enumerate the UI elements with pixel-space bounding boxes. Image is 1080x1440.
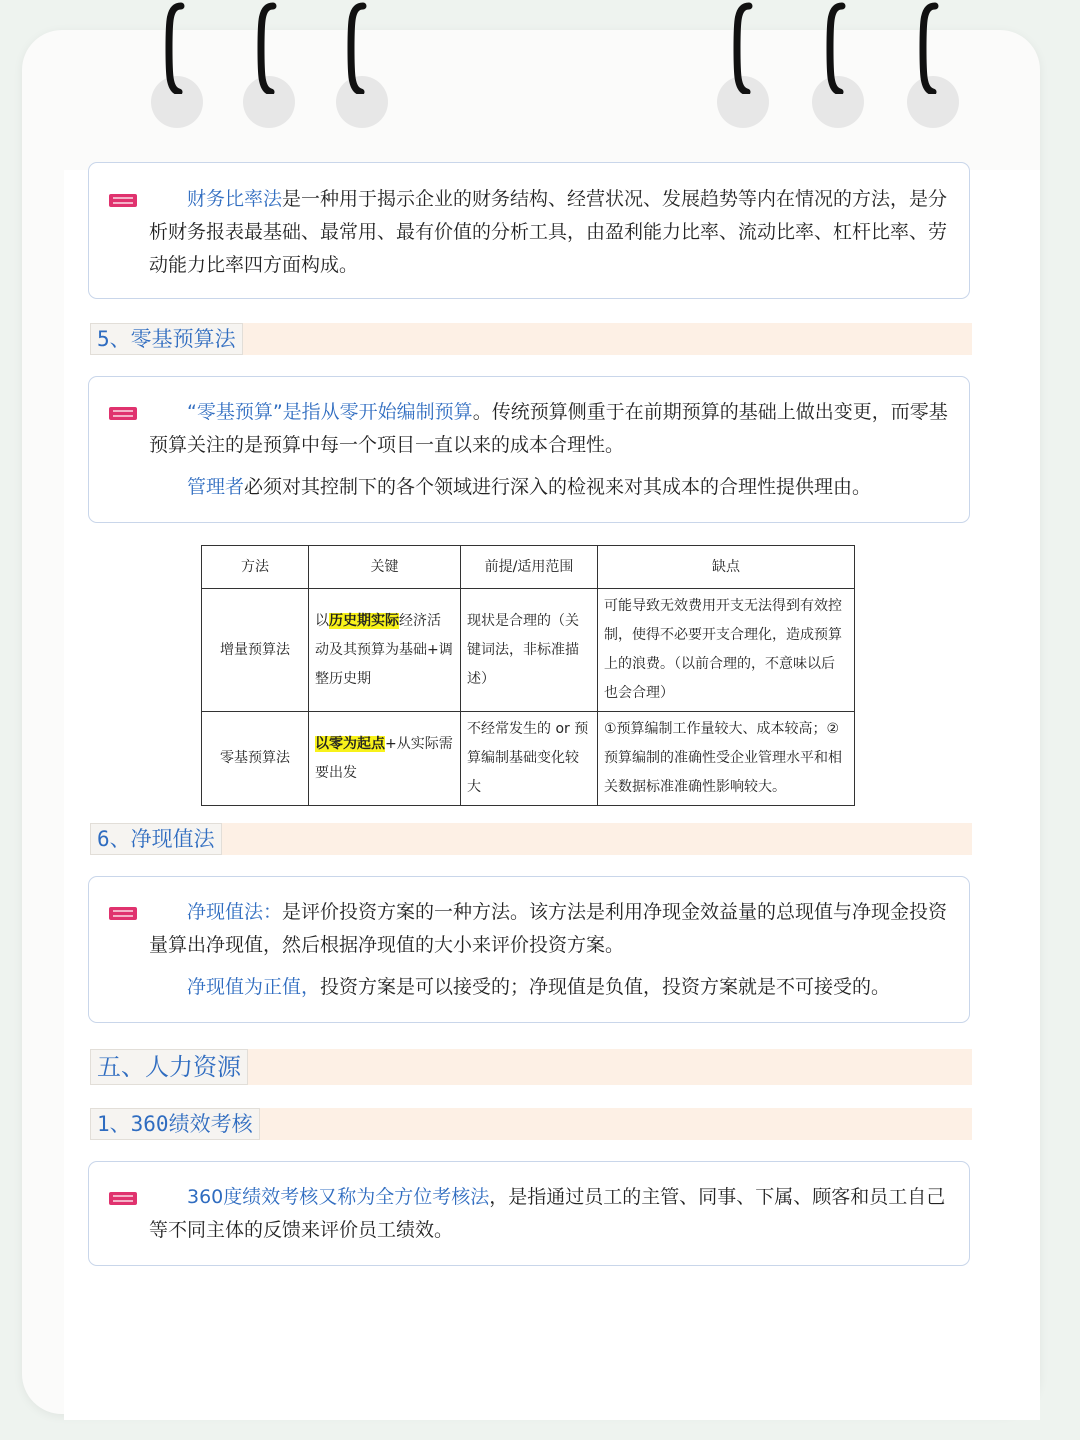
table-header: 缺点: [598, 546, 855, 589]
table-cell-scope: 不经常发生的 or 预算编制基础变化较大: [461, 712, 598, 806]
term-financial-ratio: 财务比率法: [187, 188, 283, 210]
card-paragraph: [149, 971, 949, 1004]
binder-ring-icon: [165, 2, 185, 94]
table-cell-scope: 现状是合理的（关键词法，非标准描述）: [461, 589, 598, 712]
binder-ring-icon: [347, 2, 367, 94]
table-row: [202, 589, 855, 712]
table-cell-key: [309, 589, 461, 712]
definition-card-financial-ratio: [88, 162, 970, 299]
ticket-icon: [109, 194, 137, 207]
card-paragraph: [149, 896, 949, 962]
binder-ring-icon: [919, 2, 939, 94]
ticket-icon: [109, 407, 137, 420]
binder-ring-icon: [257, 2, 277, 94]
cell-text: +从实际需要出发: [315, 735, 453, 781]
binder-ring-icon: [733, 2, 753, 94]
section-heading-band: [90, 823, 972, 855]
term-definition: 必须对其控制下的各个领域进行深入的检视来对其成本的合理性提供理由。: [244, 476, 872, 498]
budget-comparison-table: [201, 545, 855, 806]
table-cell-cons: 可能导致无效费用开支无法得到有效控制，使得不必要开支合理化，造成预算上的浪费。（以前合理的，不意味以后也会合理）: [598, 589, 855, 712]
term-definition: 。传统预算侧重于在前期预算的基础上做出变更，而零基预算关注的是预算中每一个项目一直以来的成本合理性。: [149, 401, 948, 456]
chapter-heading-hr: 五、人力资源: [90, 1049, 248, 1085]
definition-card-zero-based: [88, 376, 970, 523]
highlighted-text: 以零为起点: [315, 735, 385, 752]
term-manager: 管理者: [187, 476, 245, 498]
ticket-icon: [109, 907, 137, 920]
term-npv-positive: 净现值为正值，: [187, 976, 321, 998]
table-cell-method: 零基预算法: [202, 712, 309, 806]
ticket-icon: [109, 1192, 137, 1205]
binder-ring-icon: [826, 2, 846, 94]
term-definition: 投资方案是可以接受的；净现值是负值，投资方案就是不可接受的。: [320, 976, 891, 998]
table-cell-key: [309, 712, 461, 806]
table-row: [202, 712, 855, 806]
term-360-review: 360度绩效考核又称为全方位考核法: [187, 1186, 490, 1208]
table-header: 关键: [309, 546, 461, 589]
term-zero-based-budget: “零基预算”是指从零开始编制预算: [187, 401, 473, 423]
section-heading-npv: 6、净现值法: [90, 823, 222, 855]
highlighted-text: 历史期实际: [329, 612, 399, 629]
table-header-row: [202, 546, 855, 589]
definition-card-360: [88, 1161, 970, 1266]
table-cell-cons: ①预算编制工作量较大、成本较高；②预算编制的准确性受企业管理水平和相关数据标准准确性影响较大。: [598, 712, 855, 806]
term-definition: 是评价投资方案的一种方法。该方法是利用净现金效益量的总现值与净现金投资量算出净现值，然后根据净现值的大小来评价投资方案。: [149, 901, 948, 956]
cell-text: 经济活动及其预算为基础+调整历史期: [315, 612, 453, 687]
table-header: 方法: [202, 546, 309, 589]
card-paragraph: [149, 1181, 949, 1247]
section-heading-zero-based: 5、零基预算法: [90, 323, 243, 355]
term-npv: 净现值法：: [187, 901, 283, 923]
card-paragraph: [149, 183, 949, 282]
term-definition: 是一种用于揭示企业的财务结构、经营状况、发展趋势等内在情况的方法，是分析财务报表最基础、最常用、最有价值的分析工具，由盈利能力比率、流动比率、杠杆比率、劳动能力比率四方面构成。: [149, 188, 948, 276]
card-paragraph: [149, 471, 949, 504]
section-heading-360: 1、360绩效考核: [90, 1108, 260, 1140]
table-cell-method: 增量预算法: [202, 589, 309, 712]
term-definition: ，是指通过员工的主管、同事、下属、顾客和员工自己等不同主体的反馈来评价员工绩效。: [149, 1186, 946, 1241]
cell-text: 以: [315, 612, 329, 629]
table-header: 前提/适用范围: [461, 546, 598, 589]
card-paragraph: [149, 396, 949, 462]
definition-card-npv: [88, 876, 970, 1023]
